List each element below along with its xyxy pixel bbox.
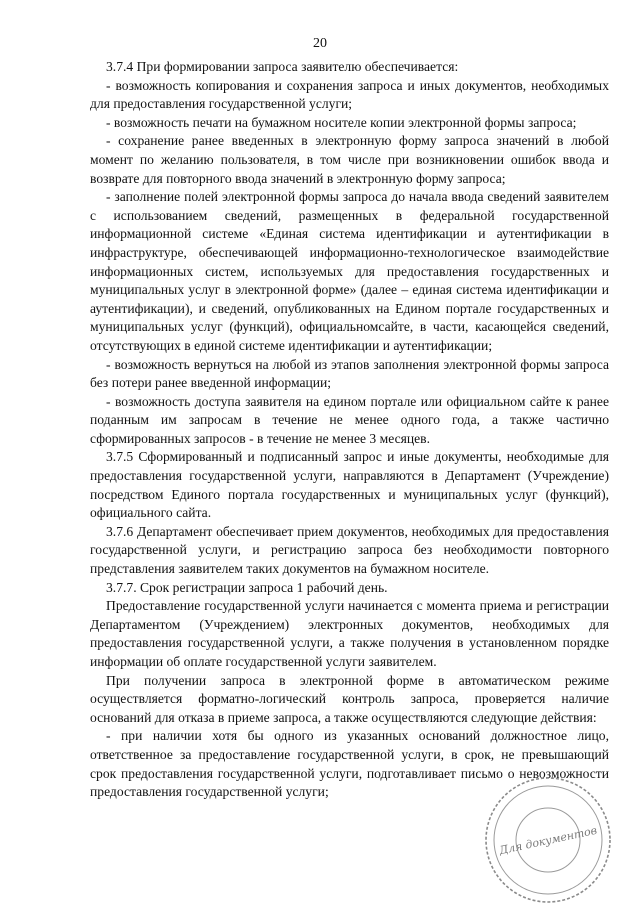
paragraph: При получении запроса в электронной форме в автоматическом режиме осуществляется форматно-логический контроль запроса, проверяется наличие оснований для отказа в приеме запроса, а также осуществляются следующие действия:: [90, 672, 609, 725]
paragraph: 3.7.6 Департамент обеспечивает прием документов, необходимых для предоставления государственной услуги, и регистрацию запроса без необходимости повторного представления заявителем таких документов на бумажном носителе.: [90, 523, 609, 577]
paragraph: 3.7.7. Срок регистрации запроса 1 рабочий день.: [106, 579, 388, 595]
paragraph: 3.7.4 При формировании запроса заявителю обеспечивается:: [106, 59, 459, 74]
paragraph: 3.7.5 Сформированный и подписанный запрос и иные документы, необходимые для предоставления государственной услуги, направляются в Департамент (Учреждение) посредством Единого портала государственных и муниципальных услуг (функций), официального сайта.: [90, 449, 609, 521]
paragraph: - возможность вернуться на любой из этапов заполнения электронной формы запроса без потери ранее введенной информации;: [90, 356, 609, 391]
paragraph: - сохранение ранее введенных в электронную форму запроса значений в любой момент по желанию пользователя, в том числе при возникновении ошибок ввода и возврате для повторного ввода значений в электронную форму запроса;: [90, 133, 609, 186]
paragraph: - возможность доступа заявителя на едином портале или официальном сайте к ранее поданным им запросам в течение не менее одного года, а также частично сформированных запросов - в течение не менее 3 месяцев.: [90, 393, 609, 446]
paragraph: Предоставление государственной услуги начинается с момента приема и регистрации Департаментом (Учреждением) электронных документов, необходимых для предоставления государственной услуги, а также получения в установленном порядке информации об оплате государственной услуги заявителем.: [90, 598, 609, 669]
paragraph: - заполнение полей электронной формы запроса до начала ввода сведений заявителем с использованием сведений, размещенных в федеральной государственной информационной системе «Единая система идентификации и аутентификации в инфраструктуре, обеспечивающей информационно-технологическое взаимодействие информационных систем, используемых для предоставления государственных и муниципальных услуг в электронной форме» (далее – единая система идентификации и аутентификации), и сведений, опубликованных на Едином портале государственных и муниципальных услуг (функций), официальномсайте, в части, касающейся сведений, отсутствующих в единой системе идентификации и аутентификации;: [90, 189, 609, 353]
paragraph: - возможность печати на бумажном носителе копии электронной формы запроса;: [106, 114, 577, 130]
paragraph: - при наличии хотя бы одного из указанных оснований должностное лицо, ответственное за предоставление государственной услуги, в срок, не превышающий срок предоставления государственной услуги, подготавливает письмо о невозможности предоставления государственной услуги;: [90, 728, 609, 800]
document-body: [90, 58, 609, 802]
page-number: 20: [313, 36, 327, 51]
stamp-text: Для документов: [498, 823, 599, 858]
paragraph: - возможность копирования и сохранения запроса и иных документов, необходимых для предоставления государственной услуги;: [90, 77, 609, 112]
